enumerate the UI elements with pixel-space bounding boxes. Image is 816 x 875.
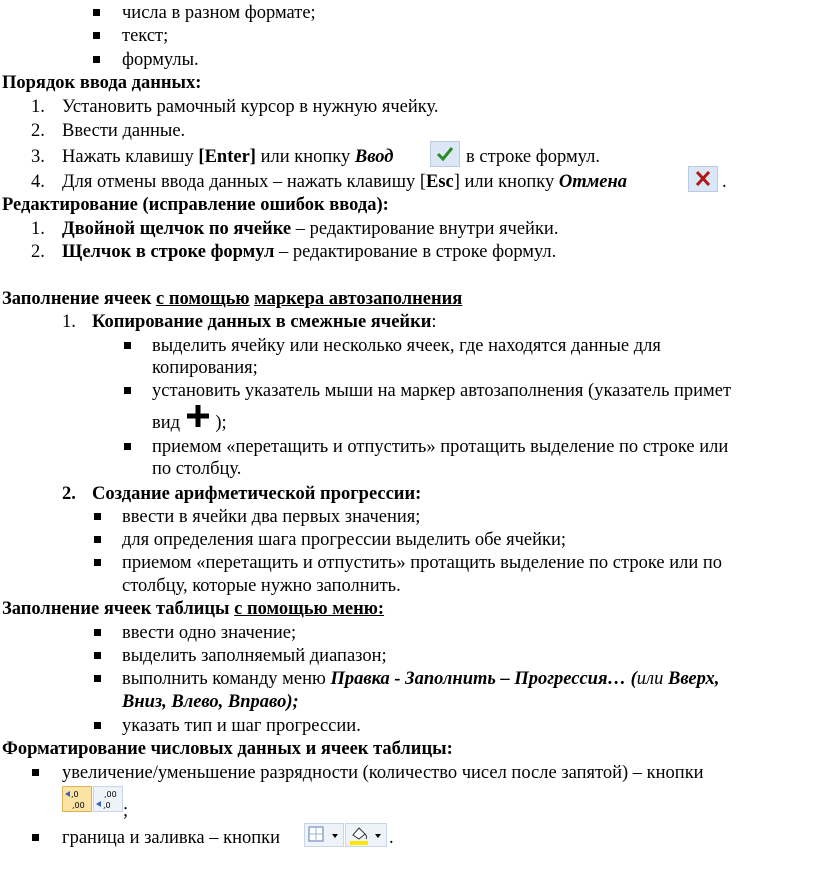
section-heading: Заполнение ячеек с помощью маркера автозаполнения [2, 289, 463, 309]
list-number: 4. [31, 172, 45, 192]
list-item-tail: в строке формул. [466, 147, 600, 167]
bullet-text-tail: ; [123, 801, 129, 821]
list-number: 1. [31, 97, 45, 117]
section-heading: Порядок ввода данных: [2, 73, 202, 93]
list-item: Нажать клавишу [Enter] или кнопку Ввод [62, 147, 394, 167]
bullet-marker [93, 9, 100, 16]
bullet-text: увеличение/уменьшение разрядности (количество чисел после запятой) – кнопки [62, 763, 704, 783]
list-item: Установить рамочный курсор в нужную ячейку. [62, 97, 439, 117]
svg-text:,0: ,0 [71, 790, 79, 799]
increase-decimal-icon [62, 786, 92, 818]
bullet-text: выполнить команду меню Правка - Заполнить – Прогрессия… (или Вверх, [122, 669, 720, 689]
bullet-marker [124, 443, 131, 450]
bullet-text-cont: столбцу, которые нужно заполнить. [122, 576, 401, 596]
list-number: 3. [31, 147, 45, 167]
borders-button-icon [304, 823, 344, 853]
decrease-decimal-icon [93, 786, 123, 818]
list-item: Двойной щелчок по ячейке – редактирование внутри ячейки. [62, 219, 559, 239]
bullet-marker [32, 834, 39, 841]
bullet-text: указать тип и шаг прогрессии. [122, 716, 361, 736]
bullet-text: приемом «перетащить и отпустить» протащить выделение по строке или по [122, 553, 723, 573]
list-item: Для отмены ввода данных – нажать клавишу [Esc] или кнопку Отмена [62, 172, 627, 192]
bullet-text-cont: вид ); [152, 412, 227, 435]
list-item: Ввести данные. [62, 121, 186, 141]
list-item-tail: . [722, 172, 727, 192]
bullet-text: приемом «перетащить и отпустить» протащить выделение по строке или [152, 437, 729, 457]
bullet-text-cont: по столбцу. [152, 459, 242, 479]
bullet-text: ввести в ячейки два первых значения; [122, 507, 421, 527]
bullet-marker [94, 536, 101, 543]
bullet-text: выделить заполняемый диапазон; [122, 646, 387, 666]
bullet-text: формулы. [122, 50, 199, 70]
bullet-marker [94, 513, 101, 520]
bullet-marker [94, 652, 101, 659]
bullet-marker [94, 629, 101, 636]
bullet-text-cont: копирования; [152, 358, 258, 378]
svg-text:,0: ,0 [103, 801, 111, 810]
bullet-marker [93, 56, 100, 63]
bullet-marker [32, 769, 39, 776]
bullet-marker [94, 675, 101, 682]
plus-cursor-icon [185, 403, 211, 425]
bullet-marker [124, 387, 131, 394]
bullet-text: выделить ячейку или несколько ячеек, где находятся данные для [152, 336, 661, 356]
bullet-marker [94, 559, 101, 566]
bullet-text-cont: Вниз, Влево, Вправо); [122, 692, 299, 712]
sub-heading: Копирование данных в смежные ячейки: [92, 312, 437, 332]
bullet-marker [93, 32, 100, 39]
bullet-text: для определения шага прогрессии выделить обе ячейки; [122, 530, 567, 550]
bullet-text: текст; [122, 26, 169, 46]
section-heading: Форматирование числовых данных и ячеек таблицы: [2, 739, 453, 759]
bullet-text-tail: . [389, 828, 394, 848]
list-item: Щелчок в строке формул – редактирование в строке формул. [62, 242, 557, 262]
list-number: 1. [31, 219, 45, 239]
bullet-text: установить указатель мыши на маркер автозаполнения (указатель примет [152, 381, 732, 401]
svg-text:,00: ,00 [72, 801, 85, 810]
list-number: 2. [31, 121, 45, 141]
list-number: 1. [62, 312, 76, 332]
sub-heading: Создание арифметической прогрессии: [92, 484, 422, 504]
cancel-cross-icon [688, 166, 718, 198]
bullet-text: числа в разном формате; [122, 3, 316, 23]
section-heading: Редактирование (исправление ошибок ввода): [2, 195, 389, 215]
enter-check-icon [430, 141, 460, 173]
bullet-marker [124, 342, 131, 349]
section-heading: Заполнение ячеек таблицы с помощью меню: [2, 599, 385, 619]
fill-color-button-icon [345, 823, 387, 853]
bullet-marker [94, 722, 101, 729]
bullet-text: ввести одно значение; [122, 623, 297, 643]
list-number: 2. [62, 484, 76, 504]
svg-text:,00: ,00 [104, 790, 117, 799]
list-number: 2. [31, 242, 45, 262]
bullet-text: граница и заливка – кнопки [62, 828, 281, 848]
